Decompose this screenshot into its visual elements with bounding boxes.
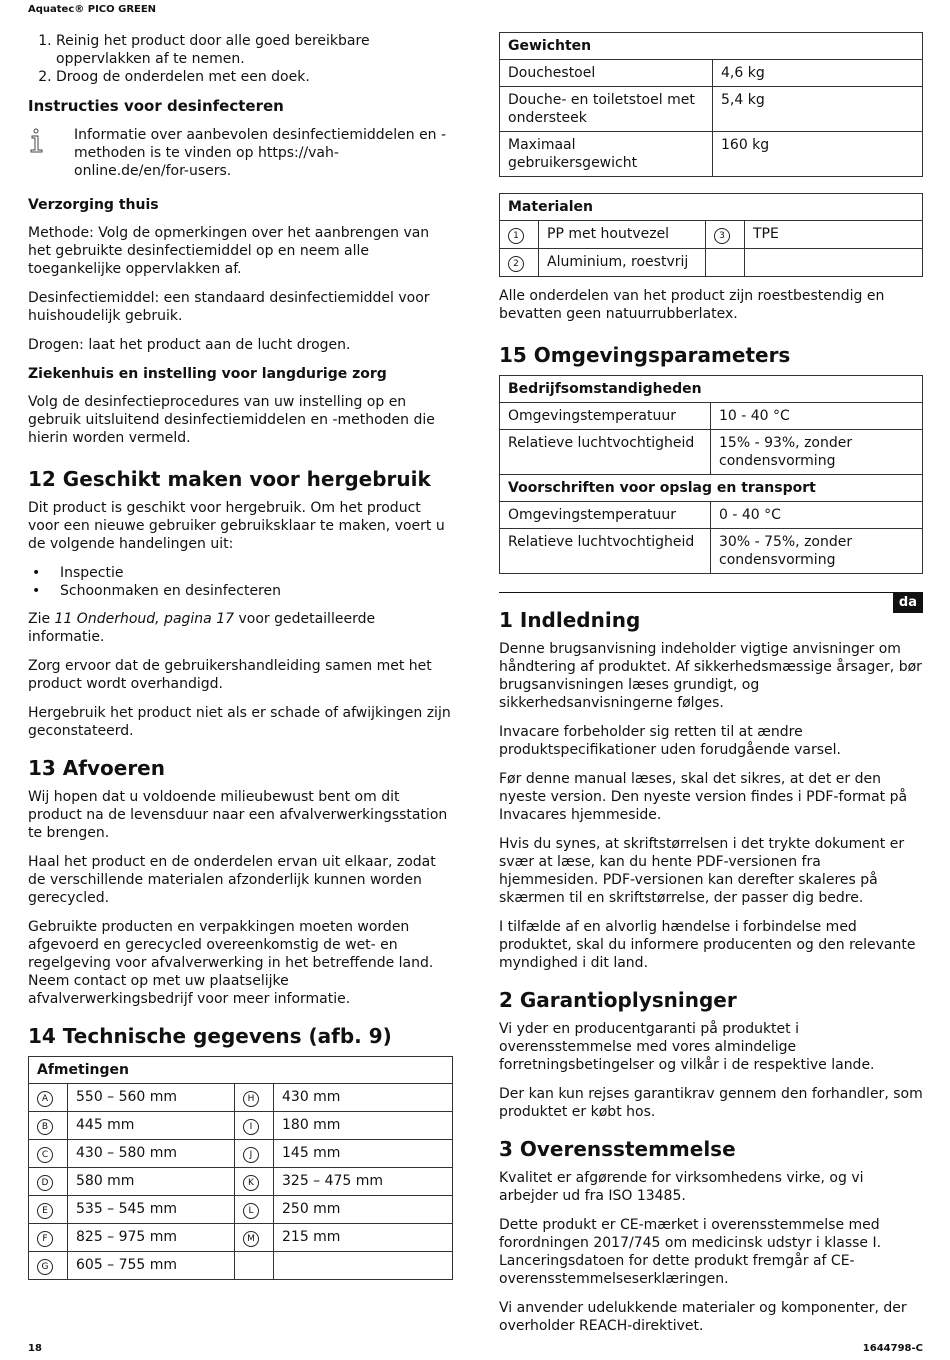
home-dry: Drogen: laat het product aan de lucht drogen. xyxy=(28,337,351,353)
table-row xyxy=(500,502,923,529)
home-care-heading: Verzorging thuis xyxy=(28,197,159,213)
table-row xyxy=(29,1140,453,1168)
value-cell: 215 mm xyxy=(274,1224,453,1252)
value-cell: 580 mm xyxy=(68,1168,235,1196)
da2-p2: Der kan kun rejses garantikrav gennem den forhandler, som produktet er købt hos. xyxy=(499,1086,923,1120)
da-section-2-title: 2 Garantioplysninger xyxy=(499,988,737,1012)
table-row xyxy=(500,529,923,574)
param-label: Relatieve luchtvochtigheid xyxy=(500,430,711,475)
step-item: 1. Reinig het product door alle goed bereikbare oppervlakken af te nemen. xyxy=(56,32,453,68)
table-row xyxy=(29,1112,453,1140)
hospital-text: Volg de desinfectieprocedures van uw instelling op en gebruik uitsluitend desinfectiemiddelen en -methoden die hierin worden vermeld. xyxy=(28,394,435,446)
dimensions-heading: Afmetingen xyxy=(29,1057,453,1084)
param-label: Omgevingstemperatuur xyxy=(500,502,711,529)
section-13-title: 13 Afvoeren xyxy=(28,756,165,780)
table-row xyxy=(500,221,923,249)
marker-circle: 2 xyxy=(508,256,524,272)
marker-cell xyxy=(29,1168,68,1196)
s12-bullets xyxy=(28,564,453,600)
s12-intro: Dit product is geschikt voor hergebruik. Om het product voor een nieuwe gebruiker gebruiksklaar te maken, voert u de volgende handelingen uit: xyxy=(28,500,445,552)
marker-cell xyxy=(29,1196,68,1224)
value-cell: 180 mm xyxy=(274,1112,453,1140)
marker-circle: A xyxy=(37,1091,53,1107)
info-note xyxy=(28,126,453,180)
materials-heading: Materialen xyxy=(500,194,923,221)
da2-p1: Vi yder en producentgaranti på produktet i overensstemmelse med vores almindelige forretningsbetingelser og vilkår i de respektive lande. xyxy=(499,1021,875,1073)
s13-p2: Haal het product en de onderdelen ervan uit elkaar, zodat de verschillende materialen afzonderlijk kunnen worden gerecycled. xyxy=(28,854,436,906)
running-header: Aquatec® PICO GREEN xyxy=(28,4,157,15)
ref-pre: Zie xyxy=(28,611,55,627)
info-note-text: Informatie over aanbevolen desinfectiemiddelen en -methoden is te vinden op https://vah-online.de/en/for-users. xyxy=(74,127,447,179)
weights-heading: Gewichten xyxy=(500,33,923,60)
marker-cell xyxy=(29,1252,68,1280)
table-row xyxy=(500,249,923,277)
section-14-title: 14 Technische gegevens (afb. 9) xyxy=(28,1024,392,1048)
marker-cell xyxy=(706,221,745,249)
weight-value: 4,6 kg xyxy=(713,60,923,87)
value-cell xyxy=(745,249,923,277)
weight-label: Douchestoel xyxy=(500,60,713,87)
marker-cell xyxy=(29,1084,68,1112)
value-cell: 145 mm xyxy=(274,1140,453,1168)
marker-circle: F xyxy=(37,1231,53,1247)
marker-circle: M xyxy=(243,1231,259,1247)
value-cell: Aluminium, roestvrij xyxy=(539,249,706,277)
param-label: Relatieve luchtvochtigheid xyxy=(500,529,711,574)
value-cell xyxy=(274,1252,453,1280)
weight-value: 160 kg xyxy=(713,132,923,177)
value-cell: 250 mm xyxy=(274,1196,453,1224)
param-value: 0 - 40 °C xyxy=(711,502,923,529)
marker-circle: B xyxy=(37,1119,53,1135)
marker-cell xyxy=(235,1112,274,1140)
s13-p1: Wij hopen dat u voldoende milieubewust bent om dit product na de levensduur naar een afvalverwerkingsstation te brengen. xyxy=(28,789,448,841)
marker-circle: D xyxy=(37,1175,53,1191)
home-method: Methode: Volg de opmerkingen over het aanbrengen van het gebruikte desinfectiemiddel op en neem alle toegankelijke oppervlakken af. xyxy=(28,225,430,277)
table-row xyxy=(29,1084,453,1112)
da3-p3: Vi anvender udelukkende materialer og komponenter, der overholder REACH-direktivet. xyxy=(499,1300,907,1334)
marker-cell xyxy=(500,221,539,249)
marker-cell xyxy=(29,1224,68,1252)
marker-circle: 1 xyxy=(508,228,524,244)
value-cell: 605 – 755 mm xyxy=(68,1252,235,1280)
bullet-item: • Inspectie xyxy=(60,564,453,582)
table-row xyxy=(29,1196,453,1224)
ref-post: voor gedetailleerde informatie. xyxy=(28,611,376,645)
param-value: 15% - 93%, zonder condensvorming xyxy=(711,430,923,475)
table-row xyxy=(29,1252,453,1280)
marker-cell xyxy=(235,1084,274,1112)
s12-reference xyxy=(28,610,453,646)
section-15-title: 15 Omgevingsparameters xyxy=(499,343,791,367)
hospital-heading: Ziekenhuis en instelling voor langdurige zorg xyxy=(28,366,387,382)
disinfect-heading: Instructies voor desinfecteren xyxy=(28,97,284,115)
language-divider xyxy=(499,592,923,610)
cleaning-steps xyxy=(28,32,453,86)
marker-cell xyxy=(235,1252,274,1280)
da1-p3: Før denne manual læses, skal det sikres, at det er den nyeste version. Den nyeste version findes i PDF-format på Invacares hjemmeside. xyxy=(499,771,908,823)
da1-p1: Denne brugsanvisning indeholder vigtige anvisninger om håndtering af produktet. Af sikkerhedsmæssige årsager, bør brugsanvisningen læses grundigt, og sikkerhedsanvisningerne følges. xyxy=(499,641,922,711)
step-item: 2. Droog de onderdelen met een doek. xyxy=(56,68,453,86)
storage-heading: Voorschriften voor opslag en transport xyxy=(500,475,923,502)
marker-cell xyxy=(500,249,539,277)
document-id: 1644798-C xyxy=(862,1343,923,1354)
table-row xyxy=(500,60,923,87)
da1-p5: I tilfælde af en alvorlig hændelse i forbindelse med produktet, skal du informere producenten og den relevante myndighed i dit land. xyxy=(499,919,916,971)
right-column xyxy=(499,32,923,1346)
table-row xyxy=(29,1168,453,1196)
value-cell: 325 – 475 mm xyxy=(274,1168,453,1196)
page-number: 18 xyxy=(28,1343,42,1354)
da-section-1-title: 1 Indledning xyxy=(499,608,641,632)
ref-link[interactable]: 11 Onderhoud, pagina 17 xyxy=(54,611,235,627)
marker-circle: C xyxy=(37,1147,53,1163)
marker-circle: J xyxy=(243,1147,259,1163)
value-cell: 445 mm xyxy=(68,1112,235,1140)
s12-p3: Hergebruik het product niet als er schade of afwijkingen zijn geconstateerd. xyxy=(28,705,451,739)
value-cell: 550 – 560 mm xyxy=(68,1084,235,1112)
table-row xyxy=(500,430,923,475)
home-agent: Desinfectiemiddel: een standaard desinfectiemiddel voor huishoudelijk gebruik. xyxy=(28,290,430,324)
s13-p3: Gebruikte producten en verpakkingen moeten worden afgevoerd en gerecycled overeenkomstig de wet- en regelgeving voor afvalverwerking in het betreffende land. Neem contact op met uw plaatselijke afvalverwerkingsbedrijf voor meer informatie. xyxy=(28,919,434,1007)
table-row xyxy=(500,403,923,430)
da3-p2: Dette produkt er CE-mærket i overensstemmelse med forordningen 2017/745 om medicinsk udstyr i klasse I. Lanceringsdatoen for dette produkt fremgår af CE-overensstemmelseserklæringen. xyxy=(499,1217,882,1287)
table-row xyxy=(500,87,923,132)
section-12-title: 12 Geschikt maken voor hergebruik xyxy=(28,467,431,491)
marker-circle: H xyxy=(243,1091,259,1107)
weight-label: Douche- en toiletstoel met ondersteek xyxy=(500,87,713,132)
marker-cell xyxy=(235,1196,274,1224)
marker-circle: I xyxy=(243,1119,259,1135)
da1-p2: Invacare forbeholder sig retten til at ændre produktspecifikationer uden forudgående varsel. xyxy=(499,724,842,758)
table-row xyxy=(29,1224,453,1252)
param-value: 10 - 40 °C xyxy=(711,403,923,430)
value-cell: 535 – 545 mm xyxy=(68,1196,235,1224)
value-cell: 430 – 580 mm xyxy=(68,1140,235,1168)
value-cell: 430 mm xyxy=(274,1084,453,1112)
value-cell: TPE xyxy=(745,221,923,249)
marker-cell xyxy=(706,249,745,277)
da3-p1: Kvalitet er afgørende for virksomhedens virke, og vi arbejder ud fra ISO 13485. xyxy=(499,1170,864,1204)
table-row xyxy=(500,132,923,177)
bullet-item: • Schoonmaken en desinfecteren xyxy=(60,582,453,600)
value-cell: PP met houtvezel xyxy=(539,221,706,249)
left-column xyxy=(28,32,453,1290)
s12-p2: Zorg ervoor dat de gebruikershandleiding samen met het product wordt overhandigd. xyxy=(28,658,432,692)
dimensions-table xyxy=(28,1056,453,1280)
marker-circle: L xyxy=(243,1203,259,1219)
param-value: 30% - 75%, zonder condensvorming xyxy=(711,529,923,574)
param-label: Omgevingstemperatuur xyxy=(500,403,711,430)
materials-table xyxy=(499,193,923,277)
marker-cell xyxy=(29,1140,68,1168)
language-badge: da xyxy=(893,593,923,613)
value-cell: 825 – 975 mm xyxy=(68,1224,235,1252)
marker-circle: 3 xyxy=(714,228,730,244)
operating-heading: Bedrijfsomstandigheden xyxy=(500,376,923,403)
weights-table xyxy=(499,32,923,177)
marker-circle: K xyxy=(243,1175,259,1191)
weight-label: Maximaal gebruikersgewicht xyxy=(500,132,713,177)
da-section-3-title: 3 Overensstemmelse xyxy=(499,1137,736,1161)
environment-table xyxy=(499,375,923,574)
da1-p4: Hvis du synes, at skriftstørrelsen i det trykte dokument er svær at læse, kan du hente PDF-versionen fra hjemmesiden. PDF-versionen kan derefter skaleres på skærmen til en skriftstørrelse, der passer dig bedre. xyxy=(499,836,905,906)
marker-cell xyxy=(235,1224,274,1252)
marker-cell xyxy=(235,1168,274,1196)
marker-cell xyxy=(235,1140,274,1168)
marker-cell xyxy=(29,1112,68,1140)
marker-circle: G xyxy=(37,1259,53,1275)
info-icon xyxy=(28,126,74,180)
marker-circle: E xyxy=(37,1203,53,1219)
weight-value: 5,4 kg xyxy=(713,87,923,132)
materials-note: Alle onderdelen van het product zijn roestbestendig en bevatten geen natuurrubberlatex. xyxy=(499,288,885,322)
